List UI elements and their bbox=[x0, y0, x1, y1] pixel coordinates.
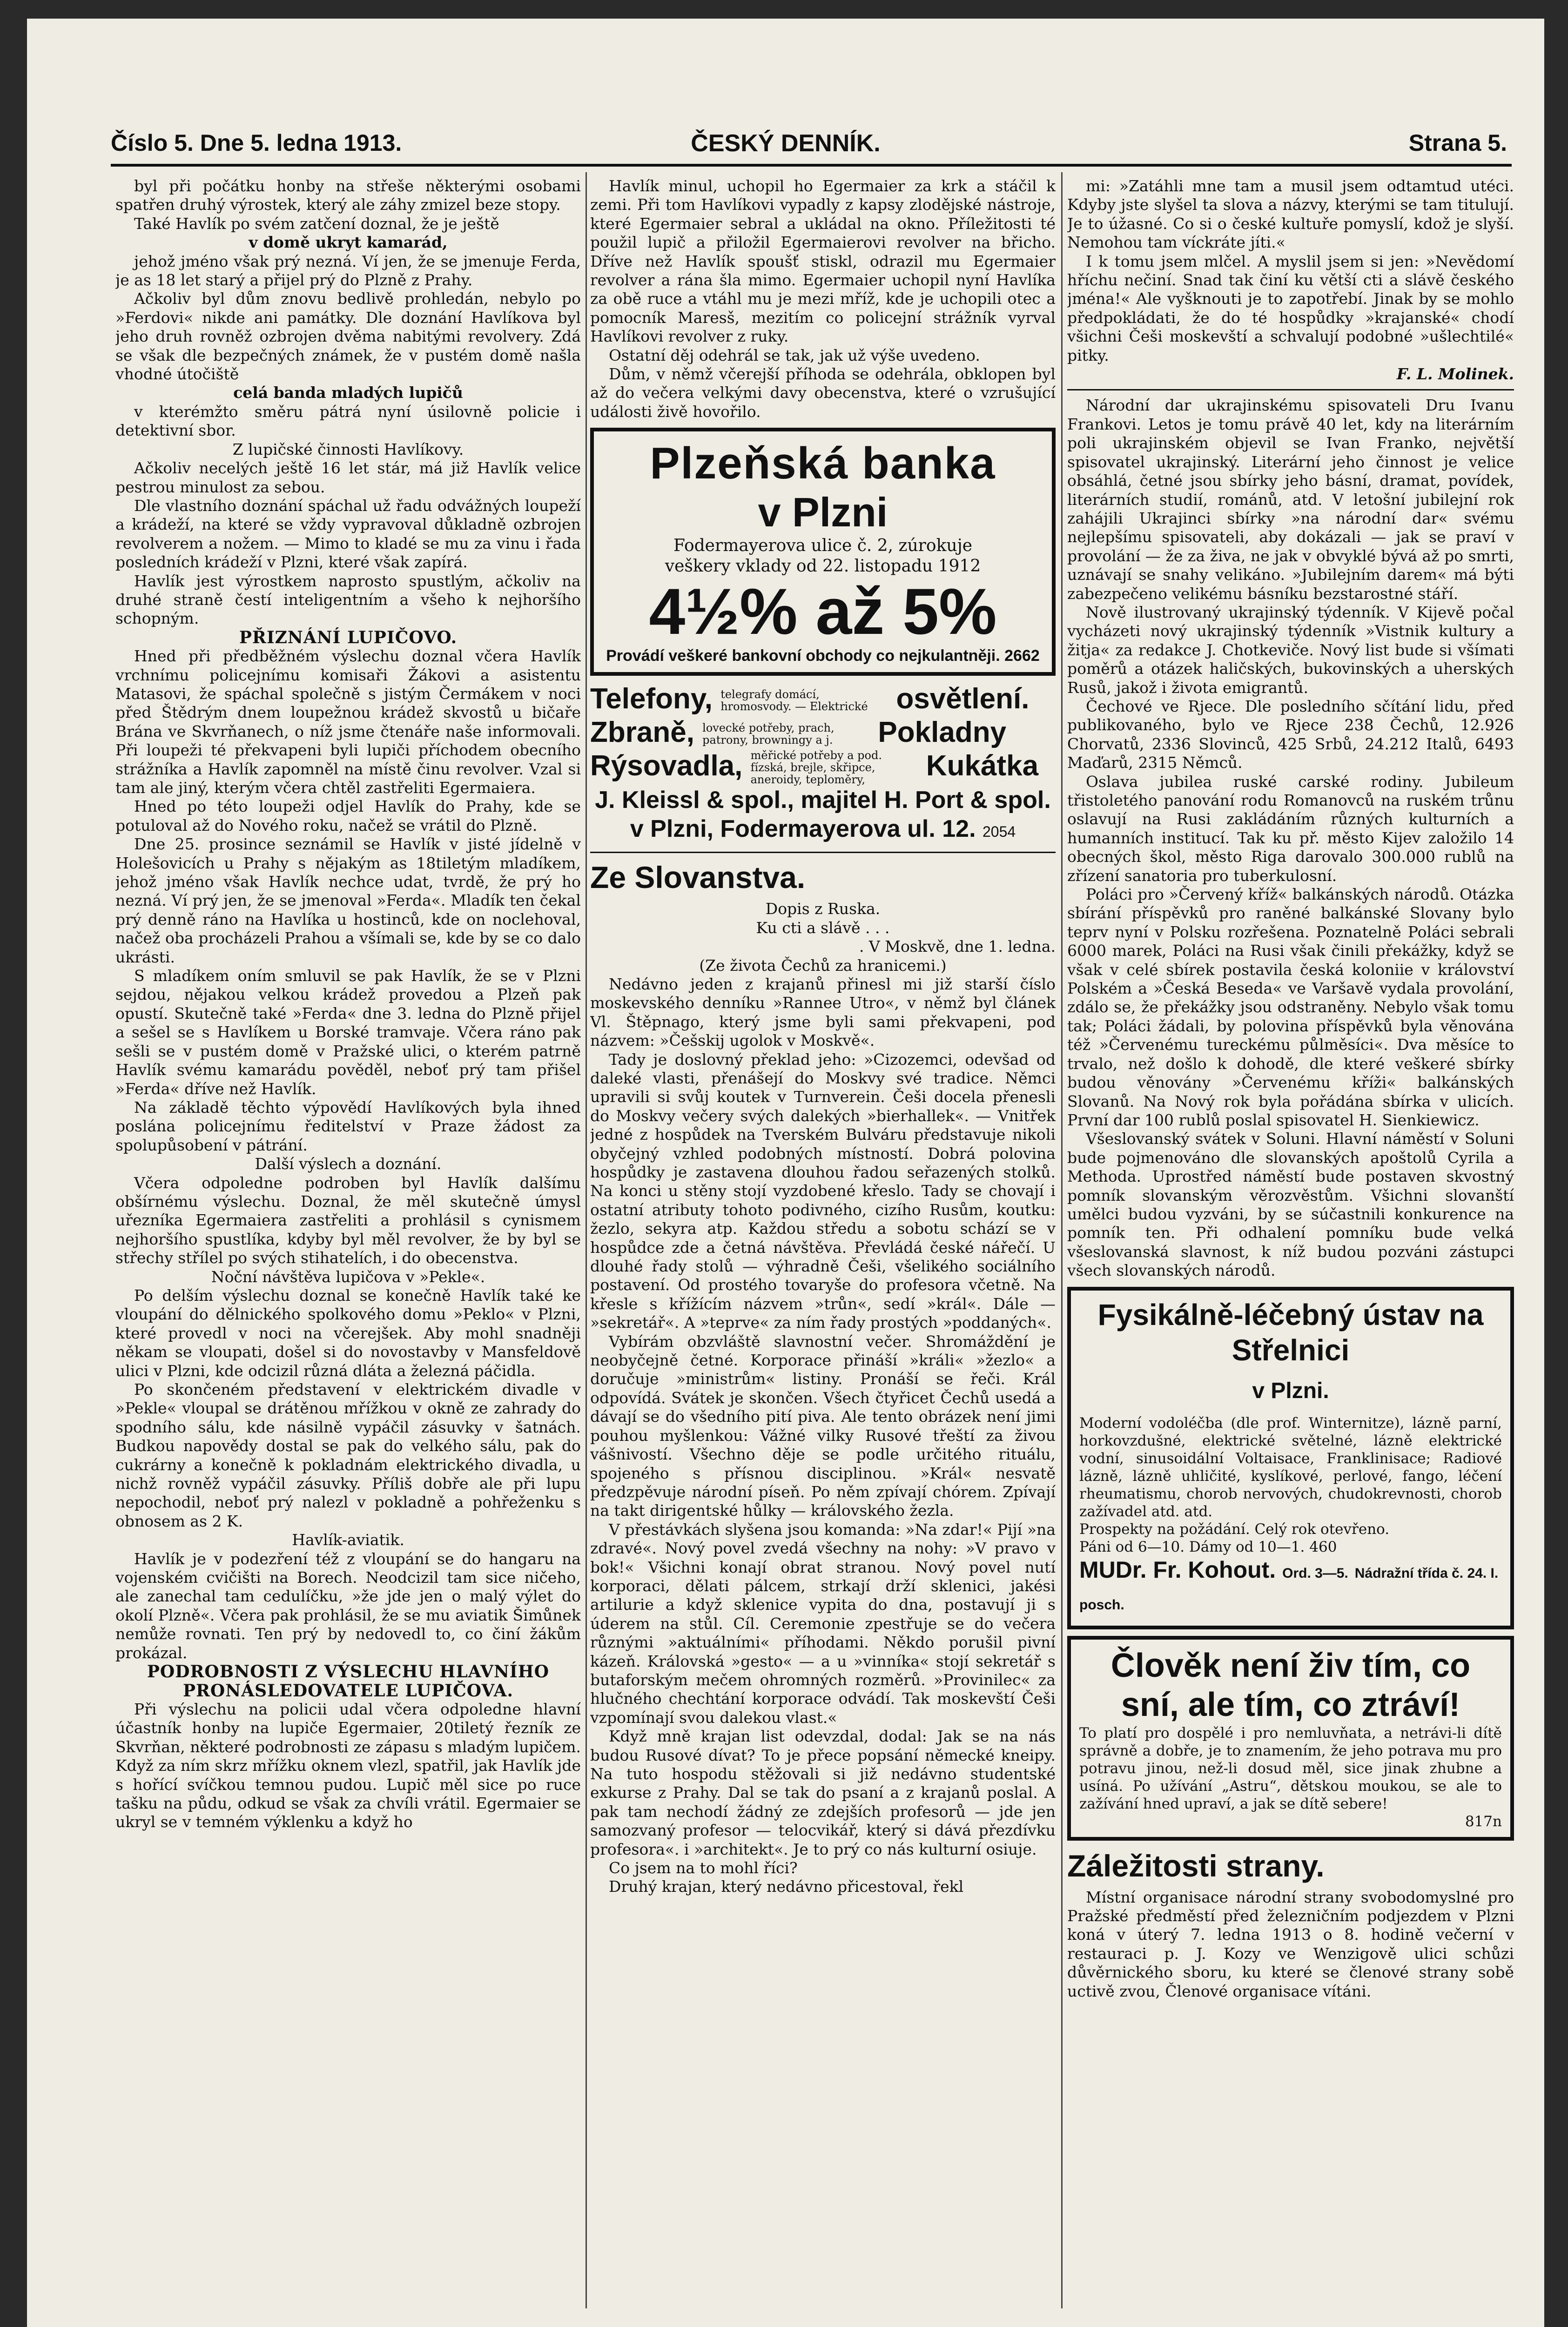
article-paragraph: S mladíkem oním smluvil se pak Havlík, že se v Plzni sejdou, nějakou velkou krádež provedou a Plzeň pak opustí. Skutečně také »Ferda« dne 3. ledna do Plzně přijel a sešel se s Havlíkem u Borské tramvaje. Včera ráno pak sešli se v pustém domě v Pražské ulici, o kterém patrně Havlík svému kamarádu pověděl, neboť prý tam přišel »Ferda« dříve než Havlík. bbox=[115, 967, 581, 1098]
ad-title: Fysikálně-léčebný ústav na Střelnici bbox=[1097, 1298, 1484, 1367]
section-rule bbox=[590, 852, 1056, 853]
doctor-line bbox=[1079, 1556, 1502, 1619]
ad-text-line: veškery vklady od 22. listopadu 1912 bbox=[665, 557, 981, 576]
dateline: . V Moskvě, dne 1. ledna. bbox=[859, 937, 1056, 956]
ad-row bbox=[590, 716, 1056, 749]
section-subheading: Dopis z Ruska. bbox=[765, 900, 881, 918]
ad-subtitle: v Plzni. bbox=[1252, 1378, 1329, 1403]
article-paragraph: V přestávkách slyšena jsou komanda: »Na zdar!« Pijí »na zdravé«. Nový povel zvedá všechny na nohy: »V pravo v bok!« Všichni konají obrat stranou. Nový povel nutí korporaci, dělati pálcem, strkají drží sklenici, jakési artilurie a když sklenice vypita do dna, postavují ji s úderem na stůl. Cíl. Ceremonie zpestřuje se do večera různými »aktuálními« příhodami. Někdo porušil pivní kázeň. Královská »gesto« — a u »vinníka« stojí sekretář s butaforským mečem ohromných rozměrů. »Provinilec« za hlučného chechtání korporace odvádí. Tak moskevští Češi vzpomínají svou dalekou vlast.« bbox=[590, 1520, 1056, 1727]
issue-date: Číslo 5. Dne 5. ledna 1913. bbox=[111, 130, 402, 156]
doctor-name: MUDr. Fr. Kohout. bbox=[1079, 1556, 1276, 1583]
ad-row-word: Kukátka bbox=[926, 749, 1039, 782]
ad-body: To platí pro dospělé i pro nemluvňata, a netrávi-li dítě správně a dobře, je to znamením, že jeho potrava mu pro potravu jinou, než-li dosud měl, sice jinak zhubne a usíná. Po užívání „Astru“, dětskou moukou, se ale to zažívání hned upraví, a jak se dítě sebere! bbox=[1079, 1724, 1502, 1812]
article-paragraph: jehož jméno však prý nezná. Ví jen, že se jmenuje Ferda, je as 18 let starý a přijel prý do Plzně z Prahy. bbox=[115, 252, 581, 289]
column-left bbox=[115, 177, 581, 2299]
section-subheading: (Ze života Čechů za hranicemi.) bbox=[699, 956, 947, 975]
article-paragraph: Hned po této loupeži odjel Havlík do Prahy, kde se potuloval až do Nového roku, načež se vrátil do Plzně. bbox=[115, 797, 581, 834]
article-paragraph: Druhý krajan, který nedávno přicestoval, řekl bbox=[609, 1877, 964, 1896]
article-paragraph: Čechové ve Rjece. Dle posledního sčítání lidu, před publikovaného, bylo ve Rjece 238 Čechů, 12.926 Chorvatů, 2336 Slovinců, 425 Srbů, 24.212 Italů, 6493 Maďarů, 2315 Němců. bbox=[1067, 697, 1514, 772]
masthead: ČESKÝ DENNÍK. bbox=[691, 130, 881, 157]
ad-hours: Páni od 6—10. Dámy od 10—1. bbox=[1079, 1538, 1305, 1555]
article-paragraph: Také Havlík po svém zatčení doznal, že je ještě bbox=[134, 214, 499, 233]
column-rule bbox=[1061, 172, 1063, 2308]
ad-text-line: Prospekty na požádání. Celý rok otevřeno. bbox=[1079, 1520, 1390, 1538]
ad-row bbox=[590, 749, 1056, 786]
ad-text-line: Fodermayerova ulice č. 2, zúrokuje bbox=[673, 536, 973, 556]
column-right bbox=[1067, 177, 1514, 2299]
article-paragraph: Oslava jubilea ruské carské rodiny. Jubileum třistoletého panování rodu Romanovců na ruském trůnu oslavují na Rusi zakládáním různých kulturních a humanních institucí. Tak ku př. město Kijev založilo 14 obecných škol, město Riga darovalo 300.000 rublů na zřízení sanatoria pro tuberkulosní. bbox=[1067, 772, 1514, 885]
article-paragraph: Ostatní děj odehrál se tak, jak už výše uvedeno. bbox=[609, 346, 980, 364]
electrical-shop-advertisement bbox=[590, 682, 1056, 847]
emphasis-line: v domě ukryt kamarád, bbox=[249, 233, 448, 252]
article-paragraph: Havlík minul, uchopil ho Egermaier za krk a stáčil k zemi. Při tom Havlíkovi vypadly z kapsy zlodějské nástroje, které Egermaier sebral a ukládal na okno. Příležitosti té použil lupič a přiložil Egermaierovi revolver na břicho. Dříve než Havlík spoušť stiskl, odrazil mu Egermaier revolver a rána šla mimo. Egermaier uchopil nyní Havlíka za obě ruce a vtáhl mu je mezi mříž, kde je uchopili otec a pomocník Maresš, mezitím co policejní strážník vyrval Havlíkovi revolver z ruky. bbox=[590, 177, 1056, 346]
section-subheading: Havlík-aviatik. bbox=[292, 1531, 404, 1549]
ad-row-word: Rýsovadla, bbox=[590, 749, 743, 782]
spa-advertisement bbox=[1067, 1287, 1514, 1629]
header-rule bbox=[111, 164, 1512, 167]
ad-code: 817n bbox=[1465, 1813, 1502, 1830]
article-paragraph: Dne 25. prosince seznámil se Havlík v jisté jídelně v Holešovicích u Prahy s nějakým as 18tiletým mladíkem, jehož jméno však Havlík nechce udat, tvrdě, že prý ho nezná. Ví prý jen, že se jmenoval »Ferda«. Mladík ten čekal prý denně ráno na Havlíka u hostinců, kde on noclehoval, načež oba procházeli Prahou a všímali se, kde by se co dalo ukrásti. bbox=[115, 835, 581, 966]
ad-text-line bbox=[1079, 1538, 1502, 1556]
section-heading: PODROBNOSTI Z VÝSLECHU HLAVNÍHO PRONÁSLEDOVATELE LUPIČOVA. bbox=[147, 1662, 550, 1701]
ad-code: 2054 bbox=[983, 823, 1016, 841]
article-paragraph: Národní dar ukrajinskému spisovateli Dru Ivanu Frankovi. Letos je tomu právě 40 let, kdy na literárním poli ukrajinském objevil se Ivan Franko, největší spisovatel ukrajinský. Literární jeho činnost je velice obsáhlá, četné jsou sbírky jeho básní, dramat, povídek, literárních studií, románů, atd. V letošní jubilejní rok zahájili Ukrajinci sbírky »na národní dar« svému nejlepšímu spisovateli, aby dokázali — jak se praví v provolání — že za živa, ne jak v obvyklé bývá až po smrti, uznávají se snahy velikáno. »Jubilejním darem« má býti zabezpečeno velikému básníku bezstarostné stáří. bbox=[1067, 396, 1514, 603]
article-paragraph: Na základě těchto výpovědí Havlíkových byla ihned poslána policejnímu ředitelství v Praze žádost za spolupůsobení v pátrání. bbox=[115, 1098, 581, 1154]
article-paragraph: Dům, v němž včerejší příhoda se odehrála, obklopen byl až do večera velkými davy obecenstva, které o vzrušující události živě hovořilo. bbox=[590, 365, 1056, 421]
rubric-heading: Záležitosti strany. bbox=[1067, 1848, 1325, 1883]
section-subheading: Další výslech a doznání. bbox=[255, 1155, 442, 1173]
bank-advertisement bbox=[590, 428, 1056, 675]
interest-rate: 4½% až 5% bbox=[649, 575, 997, 648]
column-rule bbox=[585, 172, 587, 2308]
doctor-address: Nádražní třída č. 24. I. posch. bbox=[1079, 1565, 1499, 1613]
doctor-hours: Ord. 3—5. bbox=[1282, 1565, 1348, 1581]
column-middle bbox=[590, 177, 1056, 2299]
article-paragraph: Hned při předběžném výslechu doznal včera Havlík vrchnímu policejnímu komisaři Žákovi a asistentu Matasovi, že spáchal společně s jistým Čermákem v noci před Štědrým dnem loupežnou krádež skvostů u bičaře Brána ve Skvrňanech, o níž jsme čtenáře naše informovali. Při loupeži té překvapeni byli lupiči příchodem obecního strážníka a Havlík zapomněl na místě činu revolver. Vzal si tam ale jiný, kterým včera chtěl zastřeliti Egermaiera. bbox=[115, 647, 581, 797]
ad-body: Moderní vodoléčba (dle prof. Winternitze), lázně parní, horkovzdušné, elektrické světelné, lázně elektrické vodní, sinusoidální Voltaisace, Franklinisace; Radiové lázně, lázně uhličité, kyslíkové, perlové, fango, léčení rheumatismu, chorob nervových, chudokrevnosti, chorob zažívadel atd. atd. bbox=[1079, 1414, 1502, 1520]
emphasis-line: celá banda mladých lupičů bbox=[233, 383, 463, 402]
article-paragraph: Při výslechu na policii udal včera odpoledne hlavní účastník honby na lupiče Egermaier, 20tiletý řezník ze Skvrňan, některé podrobnosti ze zápasu s mladým lupičem. Když za ním skrz mřížku oknem vlezl, spatřil, jak Havlík jde s hořící svíčkou temnou pudou. Lupič měl sice po ruce tašku na půdu, odkud se však za chvíli vrátil. Egermaier se ukryl se v temném výklenku a když ho bbox=[115, 1700, 581, 1831]
article-paragraph: mi: »Zatáhli mne tam a musil jsem odtamtud utéci. Kdyby jste slyšel ta slova a názvy, kterými se tam titulují. Je to úžasné. Co si o české kultuře pomyslí, kdož je slyší. Nemohou tam víckráte jíti.« bbox=[1067, 177, 1514, 252]
article-paragraph: Ačkoliv byl dům znovu bedlivě prohledán, nebylo po »Ferdovi« nikde ani památky. Dle doznání Havlíkova byl jeho druh rovněž ozbrojen dvěma nabitými revolvery. Zdá se však dle bezpečných známek, že v pustém domě našla vhodné útočiště bbox=[115, 289, 581, 383]
article-paragraph: Havlík je v podezření též z vloupání se do hangaru na vojenském cvičišti na Borech. Neodcizil tam sice ničeho, ale zanechal tam cedulíčku, »že jde jen o malý výlet do okolí Plzně«. Včera pak prohlásil, že se mu aviatik Šimůnek nemůže rovnati. Ten prý by nedovedl to, co činí žákům prokázal. bbox=[115, 1549, 581, 1662]
article-paragraph: Dle vlastního doznání spáchal už řadu odvážných loupeží a krádeží, na které se vždy vypravoval důkladně ozbrojen revolverem a nožem. — Mimo to kladé se mu za vinu i řada posledních krádeží v Plzni, které však zapírá. bbox=[115, 496, 581, 572]
ad-subtitle: v Plzni bbox=[758, 489, 888, 536]
author-signature: F. L. Molinek. bbox=[1396, 365, 1514, 383]
article-paragraph: Včera odpoledne podroben byl Havlík dalšímu obšírnému výslechu. Doznal, že měl skutečně úmysl uřezníka Egermaiera zastřeliti a prohlásil s cynismem nejhoršího spustlíka, kdyby byl měl revolver, že by byl se střechy střílel po svých stihatelích, i do obecenstva. bbox=[115, 1173, 581, 1267]
ad-footer bbox=[602, 646, 1043, 665]
article-paragraph: Po delším výslechu doznal se konečně Havlík také ke vloupání do dělnického spolkového domu »Peklo« v Plzni, které provedl v noci na včerejšek. Aby mohl snadněji někam se vloupati, došel si do novostavby v Mansfeldově ulici v Plzni, kde odcizil různá dláta a železná páčidla. bbox=[115, 1286, 581, 1380]
article-paragraph: Vybírám obzvláště slavnostní večer. Shromáždění je neobyčejně četné. Korporace přináší »králi« »žezlo« a doručuje »ministrům« listiny. Pronáší se řeči. Král odpovídá. Svátek je skončen. Všech čtyřicet Čechů usedá a dávají se do všedního pití piva. Ale tento obrázek není jimi pouhou myšlenkou: Vážné vilky Rusové třeští za živou vášnivostí. Všechno děje se podle určitého rituálu, spojeného s přísnou disciplinou. »Král« nesvatě předzpěvuje národní píseň. Po něm zpívají chórem. Zpívají na takt dirigentské hůlky — královského žezla. bbox=[590, 1332, 1056, 1520]
article-paragraph: Když mně krajan list odevzdal, dodal: Jak se na nás budou Rusové dívat? To je přece popsání německé kneipy. Na tuto hospodu stěžovali si již nedávno studentské exkurse z Prahy. Dal se tak do psaní a z krajanů poslal. A pak tam nechodí žádný ze zdejších profesorů — jde jen samozvaný profesor — telocvikář, který si dává přezdívku profesora«. i »architekt«. Je to prý co nás kulturní osiuje. bbox=[590, 1727, 1056, 1858]
ad-row-desc: lovecké potřeby, prach, patrony, browningy a j. bbox=[702, 721, 834, 747]
ad-row-word: Telefony, bbox=[590, 682, 713, 715]
article-paragraph: Ačkoliv necelých ještě 16 let stár, má již Havlík velice pestrou minulost za sebou. bbox=[115, 459, 581, 496]
article-paragraph: Všeslovanský svátek v Soluni. Hlavní náměstí v Soluni bude pojmenováno dle slovanských apoštolů Cyrila a Methoda. Uprostřed náměstí bude postaven skvostný pomník slovanským věrozvěstům. Všichni slovanští umělci budou vyzváni, by se súčastnili konkurence na pomník ten. Při odhalení pomníku bude velká všeslovanská slavnost, k níž budou pozváni zástupci všech slovanských národů. bbox=[1067, 1130, 1514, 1280]
article-paragraph: Po skončeném představení v elektrickém divadle v »Pekle« vloupal se drátěnou mřížkou v okně ze zahrady do spodního sálu, kde násilně vypáčil zásuvky v šatnách. Budkou napovědy dostal se pak do velkého sálu, pak do cukrárny a konečně k pokladnám elektrického divadla, u nichž rovněž vypáčil zásuvky. Příliš dobře ale při lupu nepochodil, neboť prý nalezl v pokladně a pohřeženku s obnosem as 2 K. bbox=[115, 1380, 581, 1530]
article-paragraph: Tady je doslovný překlad jeho: »Cizozemci, odevšad od daleké vlasti, přenášejí do Moskvy své tradice. Němci upravili si svůj koutek v Turnverein. Češi docela přenesli do Moskvy večery svých dalekých »bierhallek«. — Vnitřek jedné z hospůdek na Tverském Bulváru představuje nikoli obyčejný vzhled podobných místností. Dobrá polovina hospůdky je zastavena dlouhou řadou seřazených stolků. Na konci u stěny stojí vyzdobené křeslo. Tady se chovají i ostatní atributy tohoto podivného, cizího Rusům, koutku: žezlo, sekyra atp. Každou středu a sobotu schází se v hospůdce zde a četná návštěva. Převládá české nářečí. U dlouhé řady stolů — výhradně Češi, všelikého sociálního postavení. Od prostého tovaryše do profesora včetně. Na křesle s křížícím názvem »trůn«, sedí »král«. Dále — »sekretář«. A »teprve« za ním řady prostých »poddaných«. bbox=[590, 1050, 1056, 1332]
article-paragraph: Nově ilustrovaný ukrajinský týdenník. V Kijevě počal vycházeti nový ukrajinský týdenník »Vistnik kultury a žitja« za redakce J. Chotkeviče. Nový list bude si všímati poměrů a otázek haličských, bukovinských a uherských Rusů, jakož i života emigrantů. bbox=[1067, 603, 1514, 697]
article-paragraph: Nedávno jeden z krajanů přinesl mi již starší číslo moskevského denníku »Rannee Utro«, v němž byl článek Vl. Štěpnago, který jsme byli sami překvapeni, pod názvem: »Češskij ugolok v Moskvě«. bbox=[590, 975, 1056, 1050]
article-paragraph: Co jsem na to mohl říci? bbox=[609, 1859, 798, 1877]
article-paragraph: Havlík jest výrostkem naprosto spustlým, ačkoliv na druhé straně čestí inteligentním a všeho k nejhoršího schopným. bbox=[115, 572, 581, 628]
ad-firm: J. Kleissl & spol., majitel H. Port & spol. bbox=[595, 787, 1051, 814]
ad-address bbox=[590, 814, 1056, 846]
ad-row-word: osvětlení. bbox=[896, 682, 1030, 715]
ad-title: Člověk není živ tím, co sní, ale tím, co ztráví! bbox=[1110, 1647, 1471, 1723]
ad-row-word: Pokladny bbox=[878, 716, 1007, 748]
ad-footer-text: Provádí veškeré bankovní obchody co nejkulantněji. bbox=[606, 647, 1000, 665]
rubric-heading: Ze Slovanstva. bbox=[590, 860, 806, 895]
article-paragraph: byl při počátku honby na střeše některými osobami spatřen druhý výrostek, který ale záhy zmizel beze stopy. bbox=[115, 177, 581, 214]
ad-row-desc: telegrafy domácí, hromosvody. — Elektrické bbox=[720, 688, 868, 713]
ad-code: 460 bbox=[1309, 1538, 1337, 1555]
section-heading: PŘIZNÁNÍ LUPIČOVO. bbox=[239, 627, 458, 647]
article-paragraph: I k tomu jsem mlčel. A myslil jsem si jen: »Nevědomí hříchu nečiní. Snad tak činí ku větší cti a slávě českého jména!« Ale vyšknouti je to zapotřebí. Jinak by se mohlo předpokládati, že do té hospůdky »krajanské« chodí všichni Češi moskevští a schvalují podobné »ušlechtilé« pitky. bbox=[1067, 252, 1514, 364]
article-paragraph: Poláci pro »Červený kříž« balkánských národů. Otázka sbírání příspěvků pro raněné balkánské Slovany bylo teprv nyní v Polsku rozřešena. Poznatelně Poláci sebrali 6000 marek, Poláci na Rusi však činili překážky, když se však v celé sbírek postavila česká koloniie v království Polském a »Česká Beseda« ve Varšavě vydala provolání, zdálo se, že překážky jsou odstraněny. Nebylo však tomu tak; Poláci žádali, by polovina příspěvků byla věnována též »Červenému tureckému půlměsíci«. Dva měsíce to trvalo, než došlo k dohodě, dle které veškeré sbírky budou věnovány »Červenému kříži« balkánských Slovanů. Na Nový rok byla pořádána sbírka v ulicích. První dar 100 rublů poslal spisovatel H. Sienkiewicz. bbox=[1067, 885, 1514, 1129]
section-subheading: Noční návštěva lupičova v »Pekle«. bbox=[211, 1267, 485, 1286]
ad-row-desc: měřické potřeby a pod. fízská, brejle, skřipce, aneroidy, teploměry, bbox=[750, 749, 882, 787]
article-paragraph: Místní organisace národní strany svobodomyslné pro Pražské předměstí před železničním podjezdem v Plzni koná v úterý 7. ledna 1913 o 8. hodině večerní v restauraci p. J. Kozy ve Wenzigově ulici schůzi důvěrnického sboru, ku které se členové strany sobě uctivě zvou, Členové organisace vítáni. bbox=[1067, 1888, 1514, 2000]
ad-code: 2662 bbox=[1004, 647, 1040, 665]
page-number: Strana 5. bbox=[1408, 130, 1507, 156]
ad-row bbox=[590, 682, 1056, 716]
section-rule bbox=[1067, 389, 1514, 390]
article-paragraph: v kterémžto směru pátrá nyní úsilovně policie i detektivní sbor. bbox=[115, 402, 581, 440]
ad-row-word: Zbraně, bbox=[590, 716, 694, 748]
section-subheading: Z lupičské činnosti Havlíkovy. bbox=[232, 440, 464, 458]
baby-food-advertisement bbox=[1067, 1636, 1514, 1841]
section-subheading: Ku cti a slávě . . . bbox=[756, 918, 890, 937]
newspaper-page bbox=[27, 19, 1544, 2327]
ad-title: Plzeňská banka bbox=[650, 438, 996, 489]
ad-address-text: v Plzni, Fodermayerova ul. 12. bbox=[630, 815, 976, 843]
